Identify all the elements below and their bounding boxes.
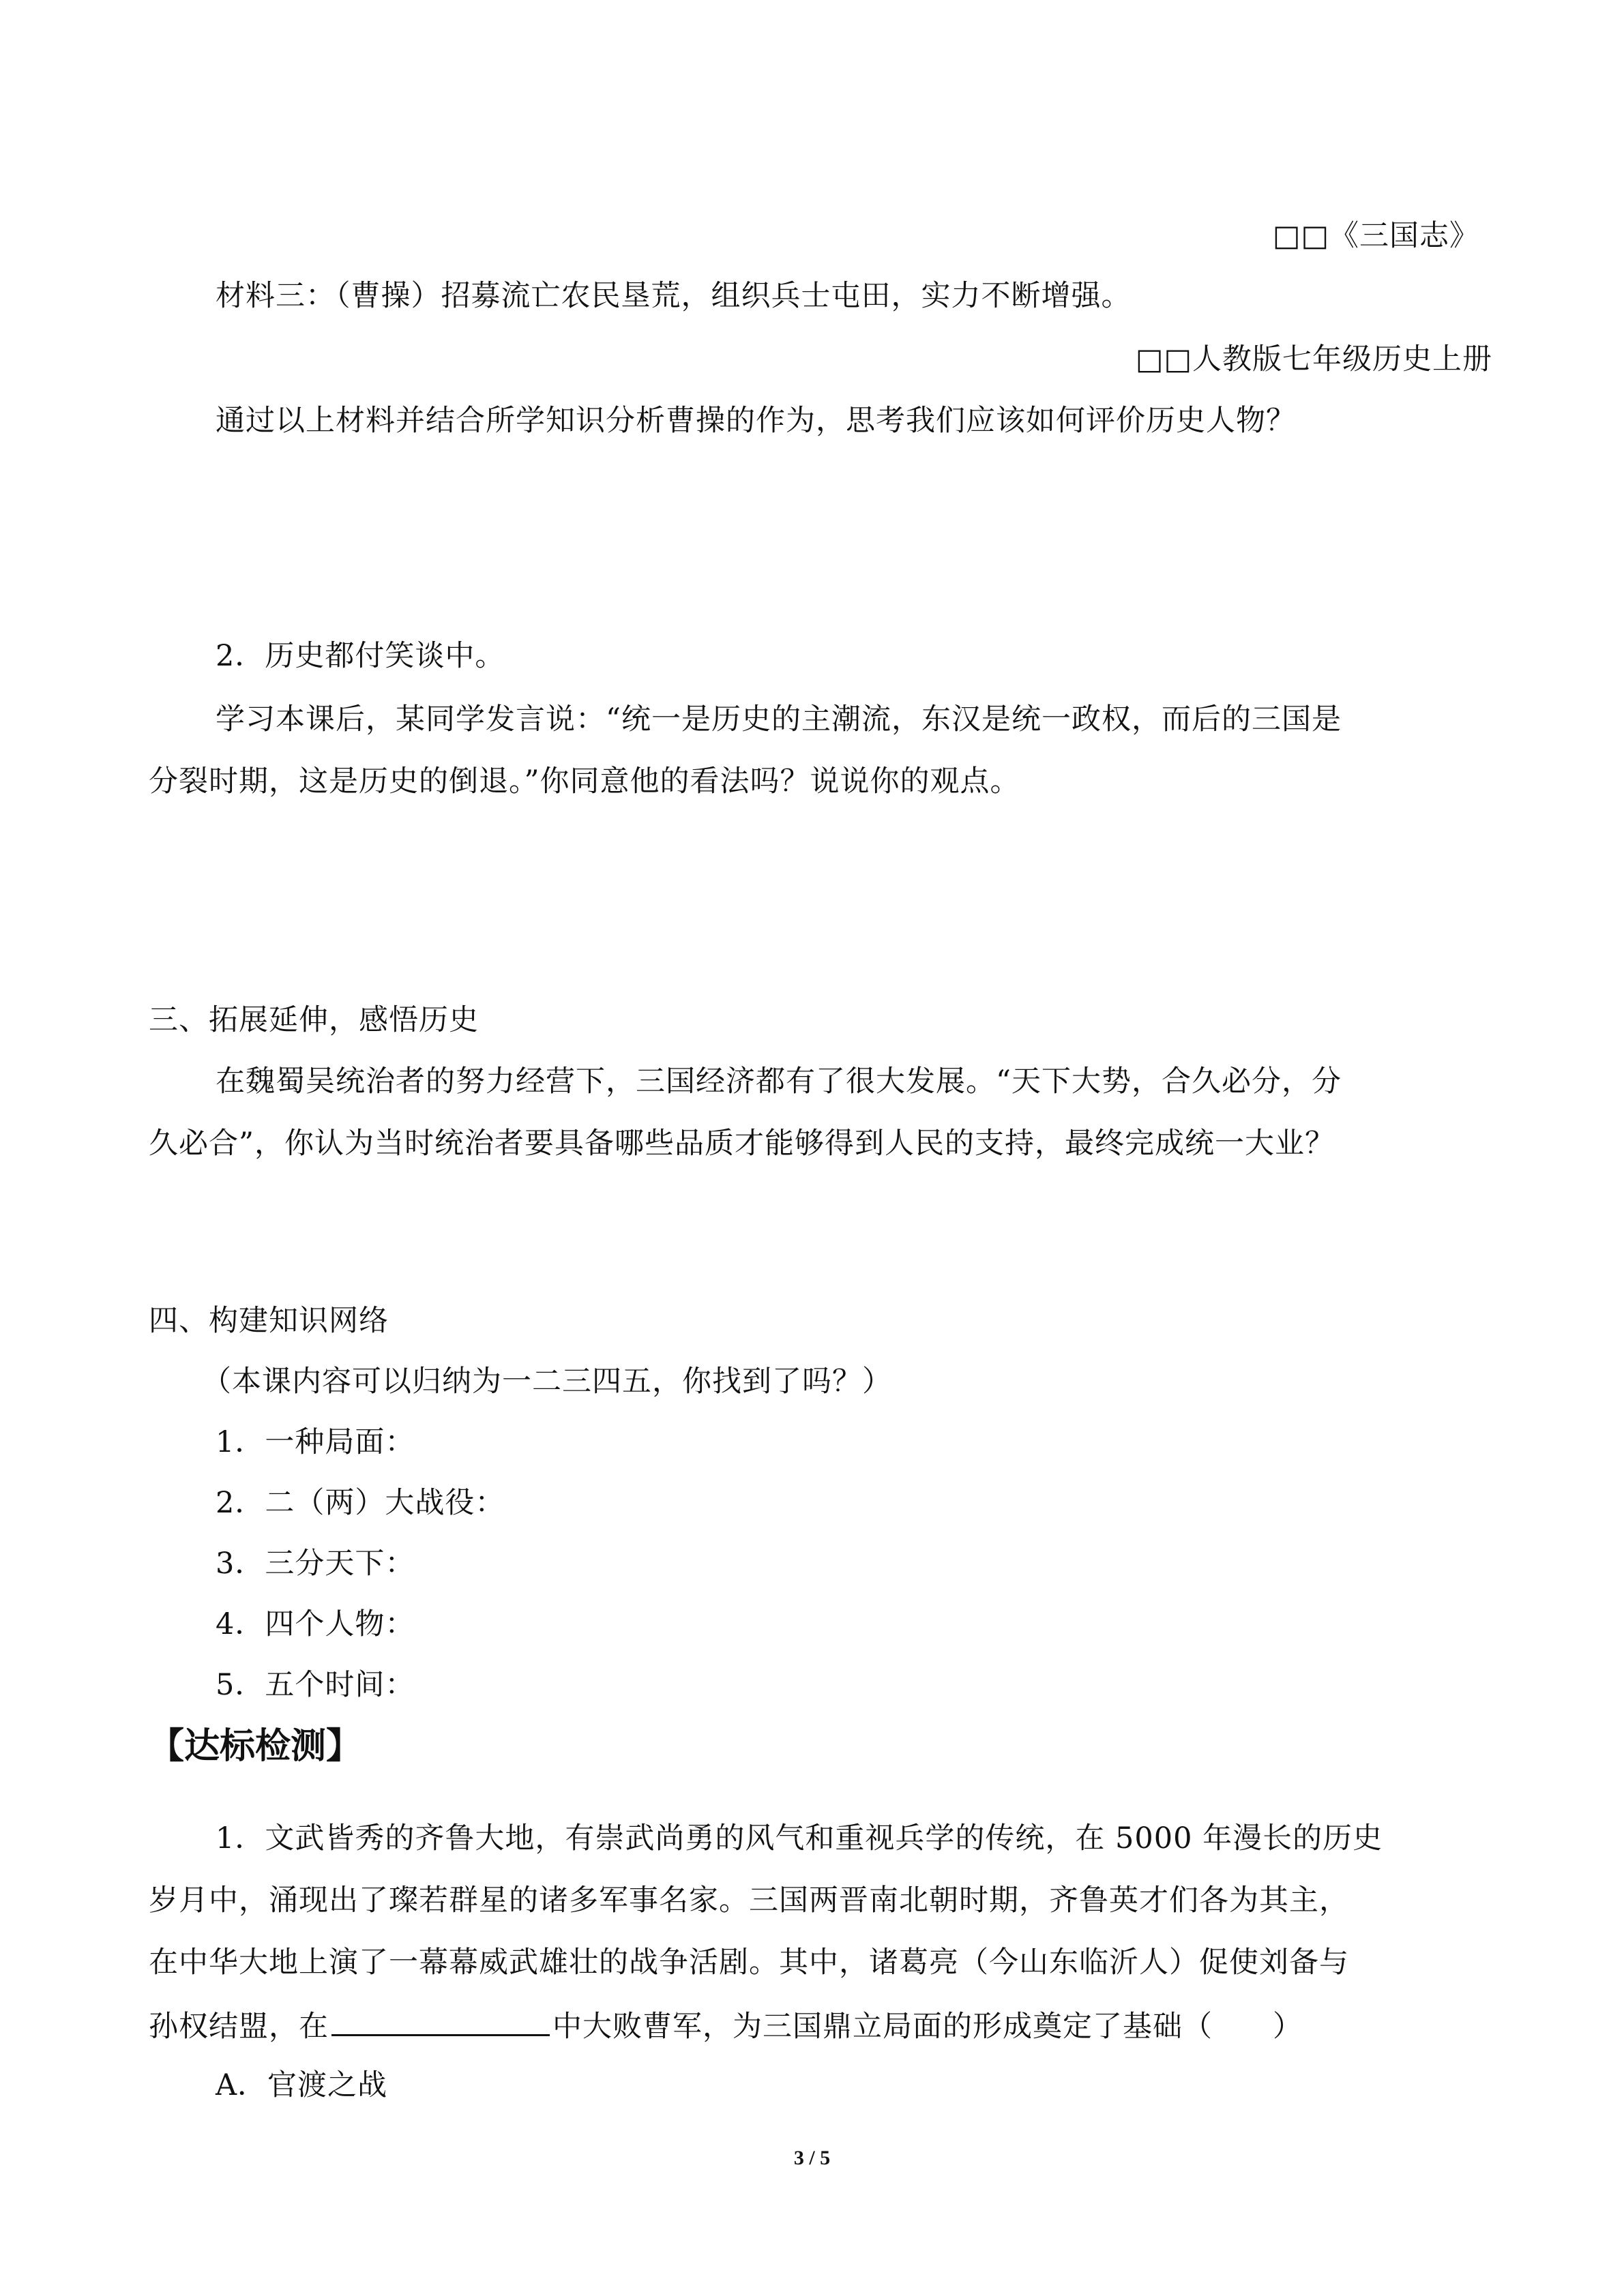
knowledge-item: 2．二（两）大战役： xyxy=(216,1486,505,1520)
section-4-intro: （本课内容可以归纳为一二三四五，你找到了吗？） xyxy=(202,1365,892,1399)
question-2-line-2: 分裂时期，这是历史的倒退。”你同意他的看法吗？说说你的观点。 xyxy=(149,764,1020,799)
citation-textbook: □□人教版七年级历史上册 xyxy=(1135,342,1492,376)
option-a: A．官渡之战 xyxy=(216,2068,388,2102)
material-three: 材料三：（曹操）招募流亡农民垦荒，组织兵士屯田，实力不断增强。 xyxy=(216,279,1132,313)
test-question-1-line-3: 在中华大地上演了一幕幕威武雄壮的战争活剧。其中，诸葛亮（今山东临沂人）促使刘备与 xyxy=(149,1945,1349,1980)
section-3-line-1: 在魏蜀吴统治者的努力经营下，三国经济都有了很大发展。“天下大势，合久必分，分 xyxy=(216,1064,1342,1099)
citation-sanguozhi: □□《三国志》 xyxy=(1272,219,1479,253)
section-3-title: 三、拓展延伸，感悟历史 xyxy=(149,1003,479,1037)
answer-blank[interactable] xyxy=(331,2004,550,2036)
knowledge-item: 4．四个人物： xyxy=(216,1607,415,1641)
page-number: 3 / 5 xyxy=(793,2147,831,2169)
section-3-line-2: 久必合”，你认为当时统治者要具备哪些品质才能够得到人民的支持，最终完成统一大业？ xyxy=(149,1127,1335,1161)
test-heading: 【达标检测】 xyxy=(149,1726,362,1767)
section-4-title: 四、构建知识网络 xyxy=(149,1304,389,1338)
line-4-prefix: 孙权结盟，在 xyxy=(149,2010,329,2044)
test-question-1-line-2: 岁月中，涌现出了璨若群星的诸多军事名家。三国两晋南北朝时期，齐鲁英才们各为其主， xyxy=(149,1883,1349,1918)
line-4-suffix: 中大败曹军，为三国鼎立局面的形成奠定了基础（ ） xyxy=(552,2010,1303,2044)
question-2-title: 2．历史都付笑谈中。 xyxy=(216,639,505,673)
test-question-1-line-4 xyxy=(149,2004,1303,2047)
question-2-line-1: 学习本课后，某同学发言说：“统一是历史的主潮流，东汉是统一政权，而后的三国是 xyxy=(216,702,1342,736)
question-evaluate-cao: 通过以上材料并结合所学知识分析曹操的作为，思考我们应该如何评价历史人物？ xyxy=(216,404,1296,438)
knowledge-item: 5．五个时间： xyxy=(216,1668,415,1702)
test-question-1-line-1: 1．文武皆秀的齐鲁大地，有崇武尚勇的风气和重视兵学的传统，在 5000 年漫长的历史 xyxy=(216,1821,1383,1855)
knowledge-item: 3．三分天下： xyxy=(216,1547,415,1581)
knowledge-item: 1．一种局面： xyxy=(216,1425,415,1459)
